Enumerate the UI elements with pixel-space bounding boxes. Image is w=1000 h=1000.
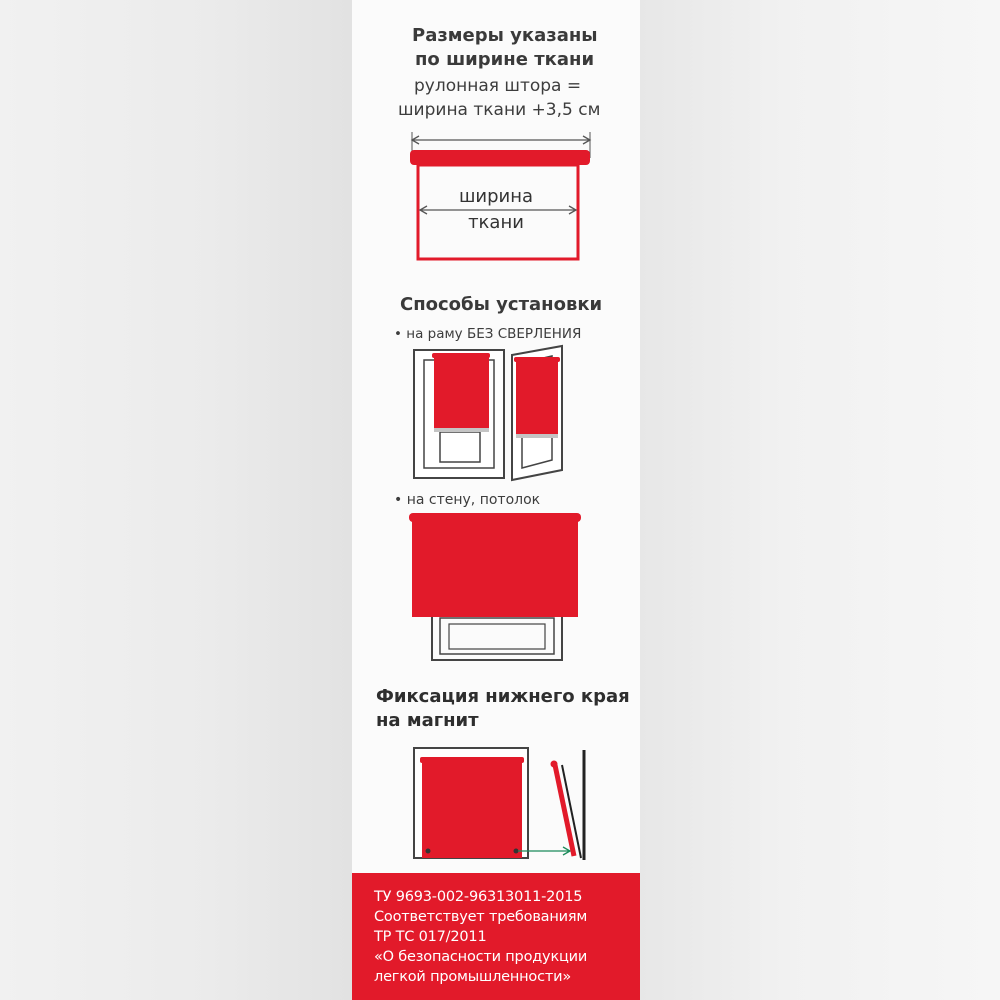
footer-line1: ТУ 9693-002-96313011-2015 (374, 889, 583, 905)
background-right (640, 0, 1000, 1000)
size-diagram-label-line2: ткани (468, 212, 524, 233)
bullet: • (394, 492, 407, 508)
size-heading-line1: Размеры указаны (412, 25, 598, 46)
packaging-panel (352, 0, 640, 1000)
install-option-wall-label: на стену, потолок (406, 492, 541, 508)
compliance-footer (352, 873, 640, 1000)
magnet-diagram (414, 748, 584, 860)
install-option-wall (394, 492, 540, 508)
size-diagram-label-line1: ширина (458, 186, 534, 207)
wall-install-diagram (409, 513, 581, 660)
background-left (0, 0, 352, 1000)
size-note-line2: ширина ткани +3,5 см (398, 100, 601, 120)
footer-line5: легкой промышленности» (374, 969, 572, 985)
footer-line2: Соответствует требованиям (374, 909, 588, 925)
install-heading: Способы установки (400, 294, 603, 315)
frame-install-diagram (414, 346, 562, 480)
install-option-frame (394, 326, 581, 342)
magnet-heading-line2: на магнит (376, 710, 479, 731)
magnet-heading-line1: Фиксация нижнего края (376, 686, 630, 707)
size-note-line1: рулонная штора = (414, 76, 582, 96)
bullet: • (394, 326, 407, 342)
footer-line3: ТР ТС 017/2011 (374, 929, 487, 945)
footer-line4: «О безопасности продукции (374, 949, 588, 965)
install-option-frame-label: на раму БЕЗ СВЕРЛЕНИЯ (406, 326, 582, 342)
size-heading-line2: по ширине ткани (415, 49, 595, 70)
